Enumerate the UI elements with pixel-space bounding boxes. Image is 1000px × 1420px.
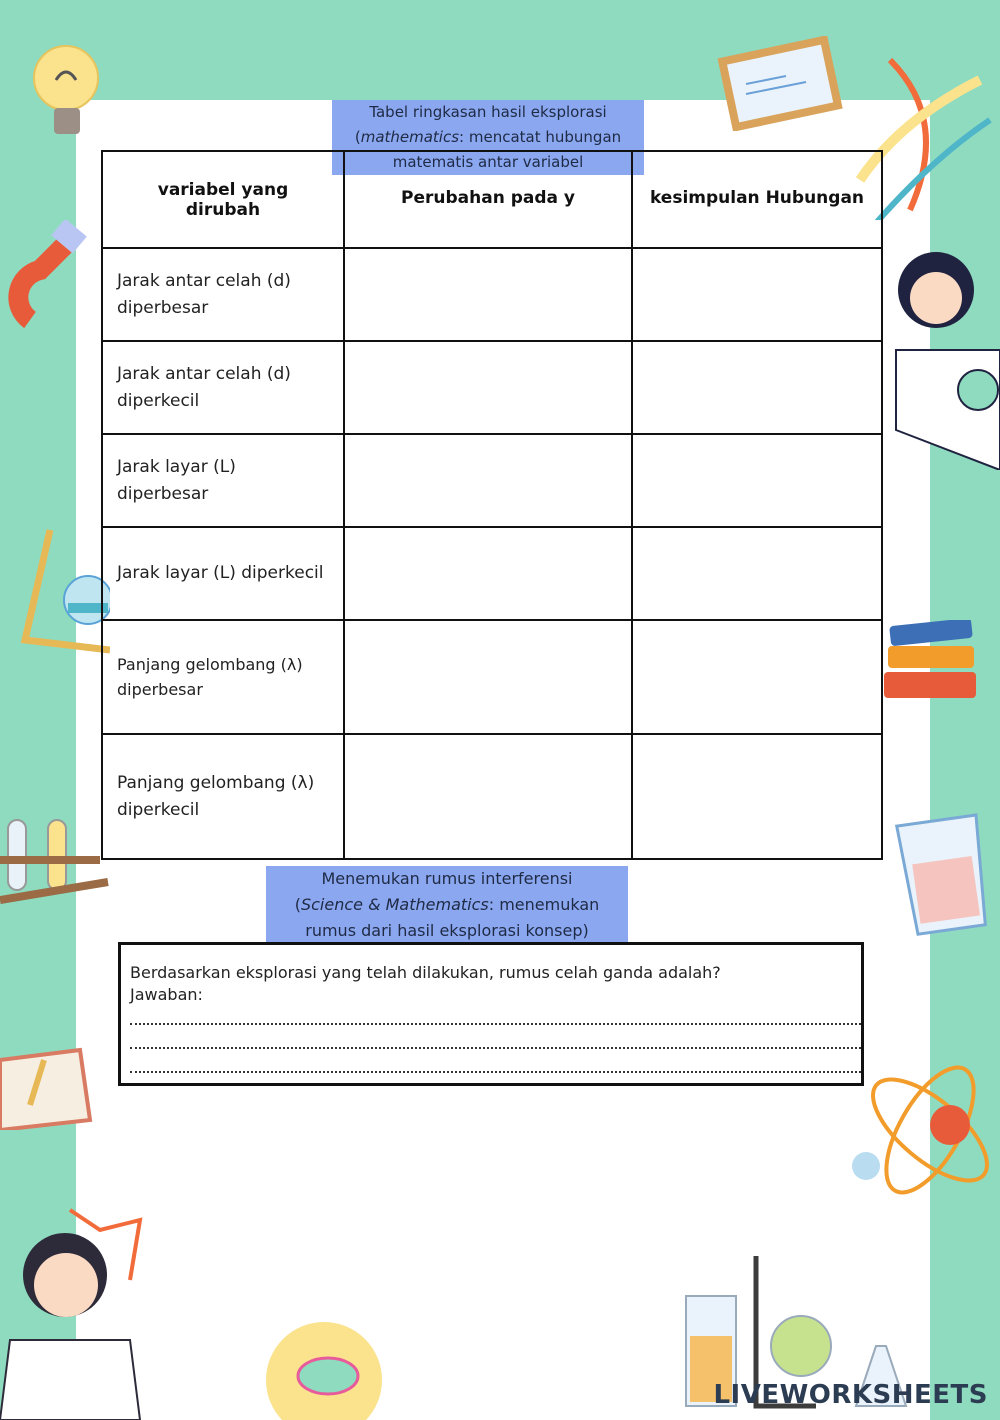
answer-question: Berdasarkan eksplorasi yang telah dilakukan, rumus celah ganda adalah? — [130, 963, 721, 982]
summary-title-line3: matematis antar variabel — [392, 153, 584, 171]
formula-title-line3: rumus dari hasil eksplorasi konsep) — [305, 921, 589, 940]
header-variable: variabel yang dirubah — [102, 151, 344, 248]
table-row — [102, 620, 882, 734]
scientist-girl-illustration — [866, 240, 1000, 470]
change-input-cell[interactable] — [344, 248, 632, 341]
summary-title-line1: Tabel ringkasan hasil eksplorasi — [369, 103, 607, 121]
liveworksheets-logo: LIVEWORKSHEETS — [713, 1380, 988, 1410]
bacteria-icon — [262, 1318, 387, 1420]
answer-label: Jawaban: — [130, 985, 203, 1004]
ring-stand-flask-icon — [10, 520, 110, 660]
variable-cell: Jarak layar (L) diperbesar — [102, 434, 344, 527]
change-input-cell[interactable] — [344, 527, 632, 620]
change-input-cell[interactable] — [344, 734, 632, 859]
conclusion-input-cell[interactable] — [632, 248, 882, 341]
change-input-cell[interactable] — [344, 620, 632, 734]
answer-line-1[interactable] — [130, 1023, 861, 1025]
magnet-icon — [0, 220, 90, 330]
answer-box — [118, 942, 864, 1086]
conclusion-input-cell[interactable] — [632, 734, 882, 859]
notebook-pencil-icon — [0, 1030, 100, 1130]
summary-title-line2: (mathematics: mencatat hubungan — [354, 128, 622, 146]
table-row — [102, 434, 882, 527]
table-header-row — [102, 151, 882, 248]
table-row — [102, 341, 882, 434]
atom-icon — [850, 1030, 1000, 1230]
conclusion-input-cell[interactable] — [632, 341, 882, 434]
header-change: Perubahan pada y — [344, 151, 632, 248]
conclusion-input-cell[interactable] — [632, 620, 882, 734]
summary-table — [101, 150, 883, 860]
books-icon — [882, 620, 982, 704]
measuring-jug-icon — [884, 800, 1000, 940]
variable-cell: Jarak layar (L) diperkecil — [102, 527, 344, 620]
test-tubes-icon — [0, 800, 110, 920]
summary-title-rest: : mencatat hubungan — [459, 128, 622, 146]
conclusion-input-cell[interactable] — [632, 527, 882, 620]
conclusion-input-cell[interactable] — [632, 434, 882, 527]
answer-line-3[interactable] — [130, 1071, 861, 1073]
table-row — [102, 248, 882, 341]
chalkboard-icon — [716, 36, 846, 131]
change-input-cell[interactable] — [344, 434, 632, 527]
change-input-cell[interactable] — [344, 341, 632, 434]
answer-question-block — [130, 962, 721, 1006]
variable-cell: Jarak antar celah (d) diperbesar — [102, 248, 344, 341]
scientist-boy-illustration — [0, 1190, 175, 1420]
header-conclusion: kesimpulan Hubungan — [632, 151, 882, 248]
variable-cell: Panjang gelombang (λ) diperkecil — [102, 734, 344, 859]
formula-title-line1: Menemukan rumus interferensi — [321, 869, 573, 888]
formula-title-rest: : menemukan — [488, 895, 600, 914]
formula-section-title-tag — [266, 866, 628, 944]
formula-title-emphasis: Science & Mathematics — [300, 895, 489, 914]
summary-title-emphasis: mathematics — [360, 128, 460, 146]
variable-cell: Jarak antar celah (d) diperkecil — [102, 341, 344, 434]
table-row — [102, 734, 882, 859]
table-row — [102, 527, 882, 620]
formula-title-line2: (Science & Mathematics: menemukan — [294, 895, 600, 914]
lightbulb-icon — [28, 40, 108, 140]
variable-cell: Panjang gelombang (λ) diperbesar — [102, 620, 344, 734]
answer-line-2[interactable] — [130, 1047, 861, 1049]
